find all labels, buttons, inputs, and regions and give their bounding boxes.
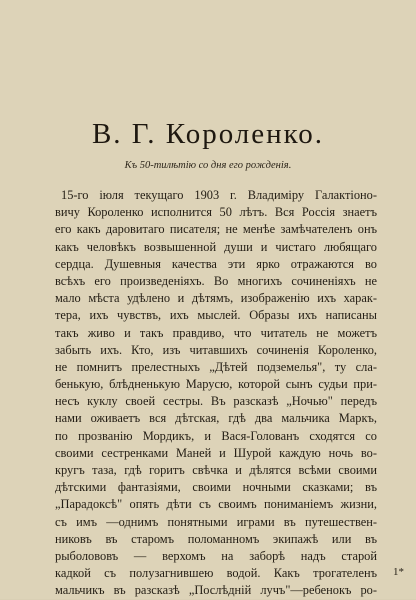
text-line: сердца. Душевныя качества эти ярко отражаются во xyxy=(55,256,377,271)
text-line: никовъ въ старомъ поломанномъ экипажѣ или въ xyxy=(55,531,377,546)
text-line: „Парадоксѣ" опять дѣти съ своимъ пониманiемъ жизни, xyxy=(55,497,377,512)
text-line: всѣхъ его произведенiяхъ. Во многихъ сочиненiяхъ не xyxy=(55,273,377,288)
text-line: кругъ таза, гдѣ горитъ свѣчка и дѣлятся всѣми своими xyxy=(55,463,377,477)
text-line: не помнитъ прелестныхъ „Дѣтей подземелья", ту сла- xyxy=(55,359,377,374)
text-line: несъ куклу своей сестры. Въ разсказѣ „Ночью" передъ xyxy=(55,394,377,409)
text-line: мало мѣста удѣлено и дѣтямъ, изображенiю ихъ харак- xyxy=(55,291,377,306)
text-line: 15-го iюля текущаго 1903 г. Владимiру Галактiоно- xyxy=(61,188,377,202)
text-line: вичу Короленко исполнится 50 лѣтъ. Вся Россiя знаетъ xyxy=(55,205,377,220)
text-line: по прозванiю Мордикъ, и Вася-Голованъ сходятся со xyxy=(55,428,377,443)
text-line: дѣтскими фантазiями, своими ночными сказками; въ xyxy=(55,480,377,495)
text-line: своими сестренками Маней и Шурой каждую ночь во- xyxy=(55,445,377,460)
article-body xyxy=(55,187,377,600)
text-line: такъ живо и такъ правдиво, что читатель не можетъ xyxy=(55,325,377,340)
text-line: забыть ихъ. Кто, изъ читавшихъ сочиненiя Короленко, xyxy=(55,342,377,357)
text-line: какъ человѣкъ возвышенной души и чистаго любящаго xyxy=(55,239,377,254)
article-title: В. Г. Короленко. xyxy=(91,118,325,150)
text-line: его какъ даровитаго писателя; не менѣе замѣчателенъ онъ xyxy=(55,222,377,237)
text-line: нами оживаетъ вся дѣтская, гдѣ два мальчика Маркъ, xyxy=(55,411,377,426)
page-signature-mark: 1* xyxy=(393,566,404,578)
text-line: кадкой съ полузагнившею водой. Какъ трогателенъ xyxy=(55,566,377,581)
article-subtitle: Къ 50-тилѣтiю со дня его рожденiя. xyxy=(124,160,292,171)
text-line: съ имъ —однимъ понятными играми въ путешествен- xyxy=(55,514,377,529)
text-line: бенькую, блѣдненькую Марусю, которой сынъ судьи при- xyxy=(55,377,377,392)
text-line: рыболововъ — верхомъ на заборѣ надъ старой xyxy=(55,548,377,563)
text-line: мальчикъ въ разсказѣ „Послѣднiй лучъ"—ребенокъ ро- xyxy=(55,583,377,598)
text-line: тера, ихъ чувствъ, ихъ мыслей. Образы ихъ написаны xyxy=(55,308,377,323)
